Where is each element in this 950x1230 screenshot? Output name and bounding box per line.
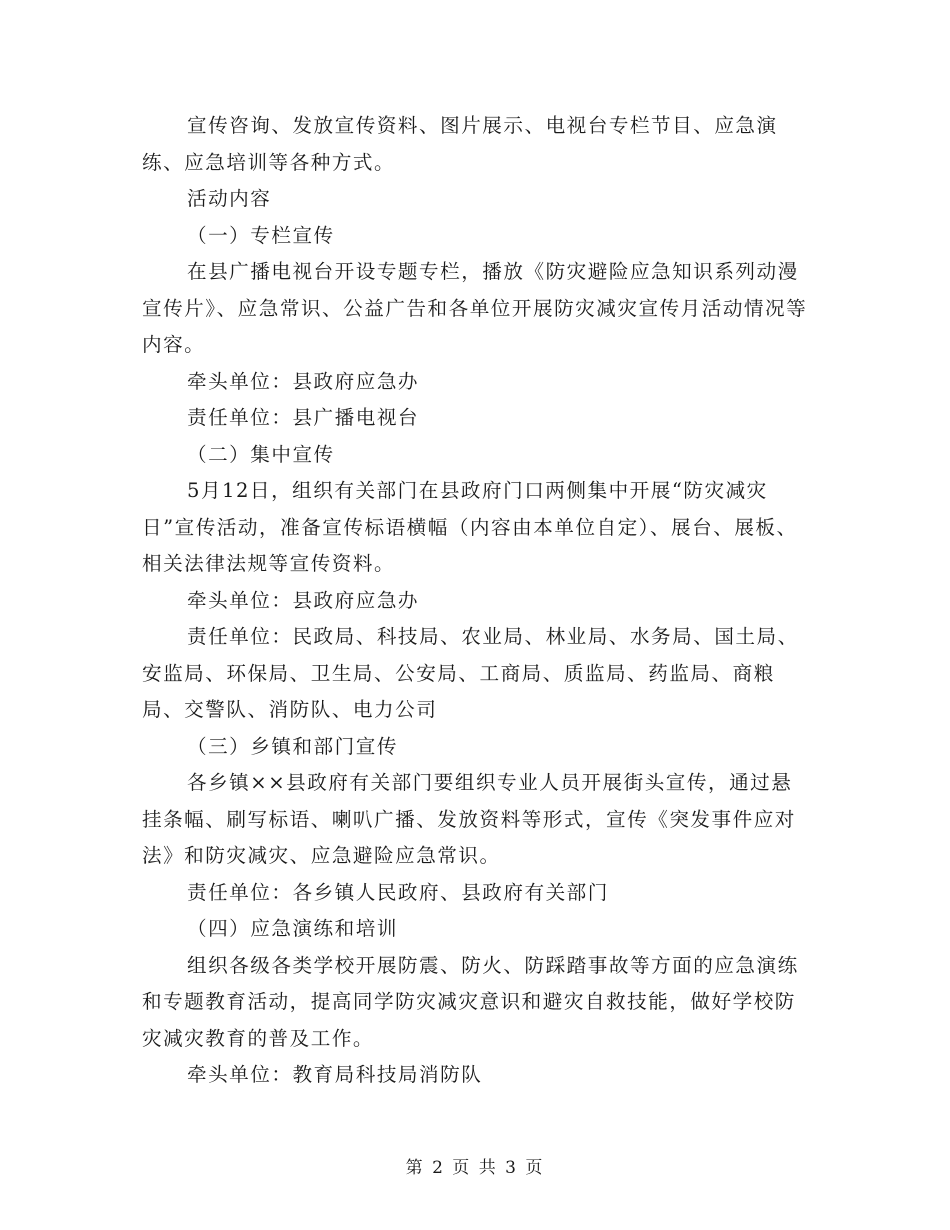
lead-unit-line-3: 牵头单位：教育局科技局消防队 <box>187 1063 483 1086</box>
paragraph-intro-continuation: 宣传咨询、发放宣传资料、图片展示、电视台专栏节目、应急演练、应急培训等各种方式。 <box>142 114 778 174</box>
lead-unit-line-1: 牵头单位：县政府应急办 <box>187 369 420 393</box>
page-number-footer: 第 2 页 共 3 页 <box>405 1158 545 1178</box>
subsection-heading-drills-training: （四）应急演练和培训 <box>187 917 398 940</box>
responsible-unit-line-2: 责任单位：民政局、科技局、农业局、林业局、水务局、国土局、安监局、环保局、卫生局、公安局、工商局、质监局、药监局、商粮局、交警队、消防队、电力公司 <box>142 625 799 721</box>
paragraph-column-publicity: 在县广播电视台开设专题专栏，播放《防灾避险应急知识系列动漫宣传片》、应急常识、公益广告和各单位开展防灾减灾宣传月活动情况等内容。 <box>142 260 808 356</box>
paragraph-township-publicity: 各乡镇××县政府有关部门要组织专业人员开展街头宣传，通过悬挂条幅、刷写标语、喇叭广播、发放资料等形式，宣传《突发事件应对法》和防灾减灾、应急避险应急常识。 <box>142 771 796 867</box>
subsection-heading-centralized-publicity: （二）集中宣传 <box>187 442 335 466</box>
section-heading-activity-content: 活动内容 <box>187 187 272 210</box>
subsection-heading-township-publicity: （三）乡镇和部门宣传 <box>187 734 398 758</box>
responsible-unit-line-3: 责任单位：各乡镇人民政府、县政府有关部门 <box>187 880 609 904</box>
paragraph-drills-training: 组织各级各类学校开展防震、防火、防踩踏事故等方面的应急演练和专题教育活动，提高同学防灾减灾意识和避灾自救技能，做好学校防灾减灾教育的普及工作。 <box>142 953 799 1050</box>
lead-unit-line-2: 牵头单位：县政府应急办 <box>187 588 420 612</box>
responsible-unit-line-1: 责任单位：县广播电视台 <box>187 406 420 429</box>
paragraph-centralized-publicity: 5月12日，组织有关部门在县政府门口两侧集中开展“防灾减灾日”宣传活动，准备宣传标语横幅（内容由本单位自定）、展台、展板、相关法律法规等宣传资料。 <box>142 479 798 575</box>
document-body <box>142 108 810 1094</box>
subsection-heading-column-publicity: （一）专栏宣传 <box>187 223 335 247</box>
